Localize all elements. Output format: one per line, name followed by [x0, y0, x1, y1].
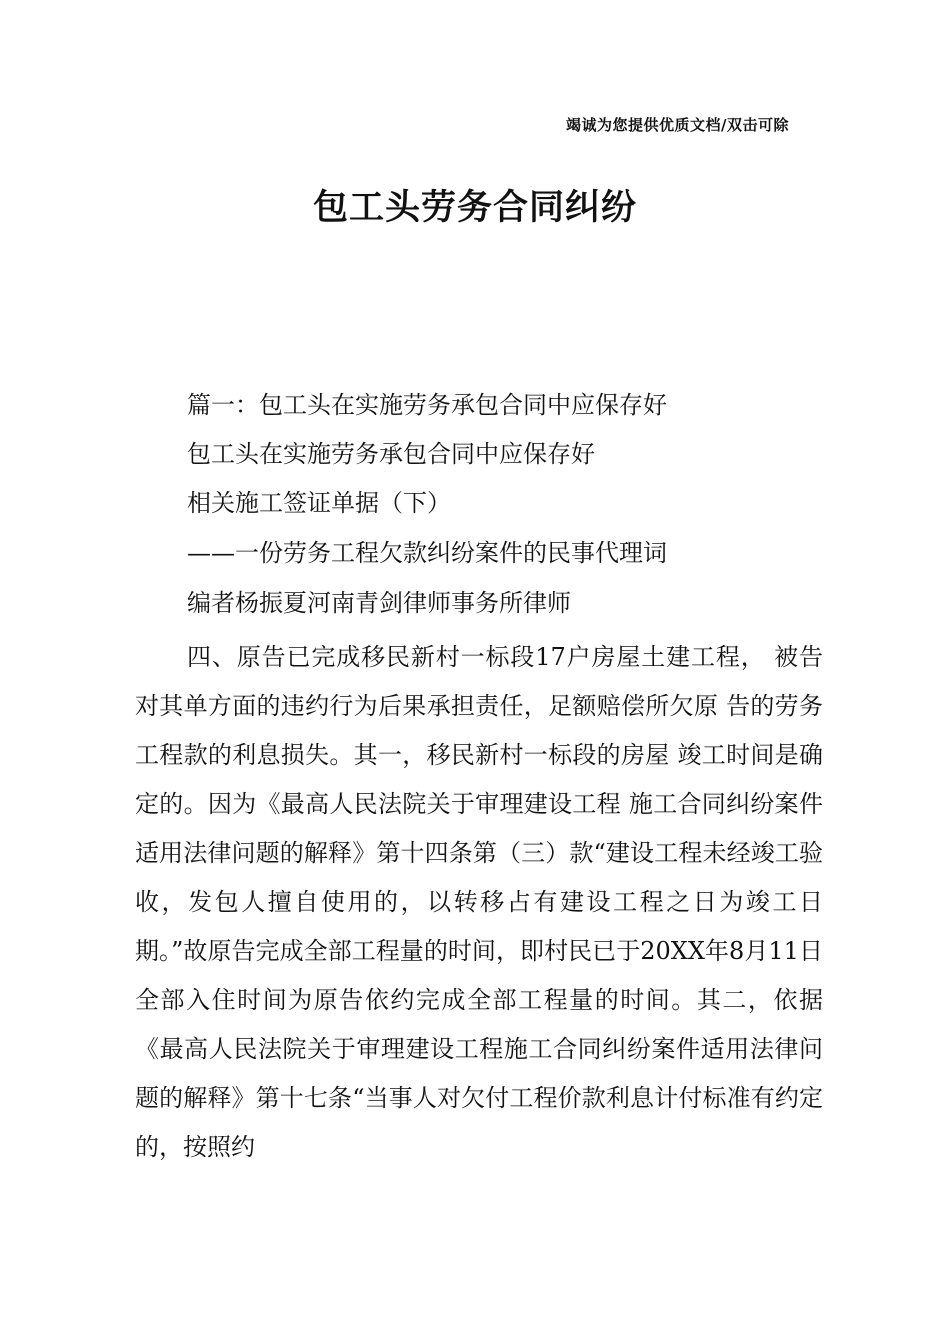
- intro-line-3: 相关施工签证单据（下）: [187, 489, 451, 517]
- intro-line-4: ——一份劳务工程欠款纠纷案件的民事代理词: [187, 539, 667, 567]
- intro-line-2: 包工头在实施劳务承包合同中应保存好: [187, 440, 595, 468]
- body-paragraph: 四、原告已完成移民新村一标段17户房屋土建工程， 被告对其单方面的违约行为后果承担责任，足额赔偿所欠原 告的劳务工程款的利息损失。其一，移民新村一标段的房屋 竣工时间是确定的。因为《最高人民法院关于审理建设工程 施工合同纠纷案件适用法律问题的解释》第十四条第（三）款“建设工程未经竣工验收，发包人擅自使用的，以转移占有建设工程之日为竣工日期。”故原告完成全部工程量的时间，即村民已于20XX年8月11日全部入住时间为原告依约完成全部工程量的时间。其二，依据《最高人民法院关于审理建设工程施工合同纠纷案件适用法律问题的解释》第十七条“当事人对欠付工程价款利息计付标准有约定的，按照约: [135, 643, 823, 1161]
- intro-line-1: 篇一：包工头在实施劳务承包合同中应保存好: [187, 391, 667, 419]
- header-note: 竭诚为您提供优质文档/双击可除: [566, 116, 789, 134]
- intro-line-5: 编者杨振夏河南青剑律师事务所律师: [187, 589, 571, 617]
- document-title: 包工头劳务合同纠纷: [312, 188, 637, 228]
